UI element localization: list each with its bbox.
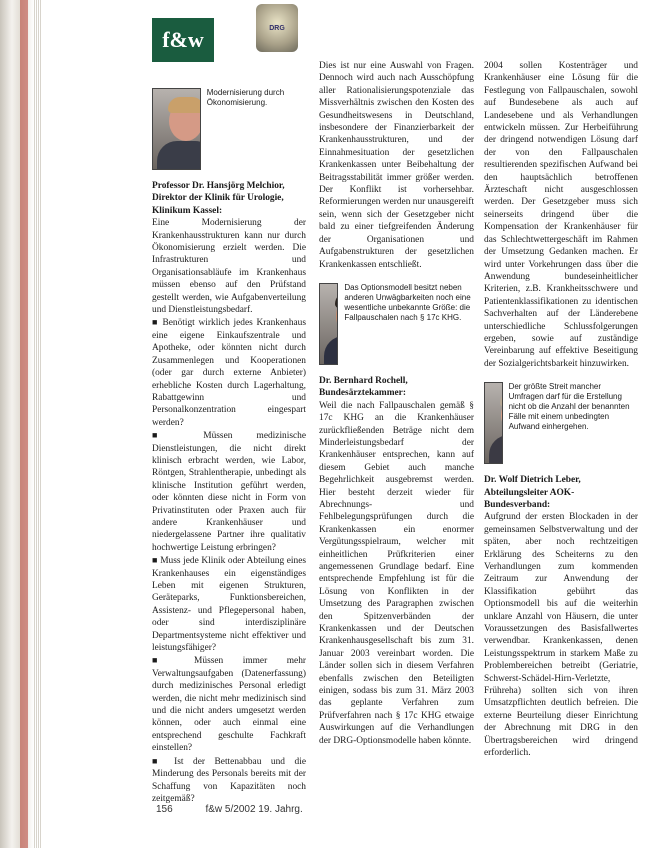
portrait-photo-rochell [319,283,338,365]
column-3 [484,60,638,760]
speaker-name: Dr. Bernhard Rochell, Bundesärztekammer: [319,375,408,399]
paragraph: Dies ist nur eine Auswahl von Fragen. Dennoch wird auch nach Ausschöpfung aller Rationalisierungspotenziale das Missverhältnis zwischen den Kosten des Gesundheitswesens in Deutschland, insbesondere der Finanzierbarkeit der Krankenhausstrukturen, und der Einnahmesituation der gesetzlichen Krankenkassen unter Beibehaltung der Beitragsstabilität immer größer werden. Der Konflikt ist vorhersehbar. Reformierungen werden nur unausgereift sein, wenn sich der Gesetzgeber nicht bald zu einer tiefgreifenden Änderung der Organisationen und Aufgabenstrukturen der gesetzlichen Krankenkassen entschließt. [319,61,474,270]
page-edge-band [20,0,28,848]
portrait-photo-melchior [152,88,201,170]
book-spine [0,0,34,848]
portrait-block-melchior [152,88,306,170]
portrait-caption: Modernisierung durch Ökonomisierung. [206,88,285,107]
paragraph: Weil die nach Fallpauschalen gemäß § 17c KHG an die Krankenhäuser zurückfließenden Beträge nicht dem Minderleistungsbedarf der Krankenhäuser entsprechen, kann auf diesem Gebiet auch manche Begehrlichkeit ausgebremst werden. Hier besteht derzeit wieder für Abrechnungs- und Fehlbelegungsprüfungen durch die Krankenkassen ein enormer Vergütungsspielraum, welcher mit einheitlichen Prüfkriterien einer angemessenen Grundlage bedarf. Eine entsprechende Empfehlung ist für die Lösung von Konflikten in der Umsetzung des Paragraphen zwischen den Spitzenverbänden der Krankenkassen und der Deutschen Krankenhausgesellschaft bis zum 31. Januar 2003 vereinbart worden. Die Länder sollen sich in diesem Verfahren ebenfalls zwischen den Beteiligten einigen, sodass bis zum 31. März 2003 das geplante Verfahren zum Prüfverfahren nach § 17c KHG etwaige Auswirkungen auf die Verhandlungen der DRG-Optionsmodelle haben könnte. [319,400,474,746]
speaker-name: Professor Dr. Hansjörg Melchior, Direktor der Klinik für Urologie, Klinikum Kassel: [152,181,285,216]
speaker-name: Dr. Wolf Dietrich Leber, Abteilungsleiter AOK-Bundesverband: [484,475,581,510]
portrait-block-leber [484,382,638,464]
page-footer [156,804,333,815]
question-paragraph: ■ Benötigt wirklich jedes Krankenhaus eine eigene Einkaufszentrale und Apotheke, oder könnten nicht durch Zusammenlegen und Kooperationen (oder gar durch externe Anbieter) erhebliche Kosten durch Lagerhaltung, Rabattgewinn und Personalkonzentration eingespart werden? [152,316,306,429]
journal-logo: f&w [152,18,214,62]
paragraph: 2004 sollen Kostenträger und Krankenhäuser eine Lösung für die Festlegung von Fallpauschalen, sowohl auf Bundesebene als auch auf Landesebene und als Verhandlungen entwickeln müssen. Zur Herbeiführung der dringend notwendigen Lösung darf der von den Fallpauschalen resultierenden spezifischen Aufwand bei den hauptsächlich betroffenen Ärzteschaft nicht ausgeschlossen werden. Der Gesetzgeber muss sich seinerseits dringend über die Kompensation der Krankenhäuser für das Schlechtwettergeschäft im Rahmen der Umsetzung Gedanken machen. Er wird unter Vorkehrungen dass über die Anwendung bundeseinheitlicher Kriterien, z.B. Krankheitsschwere und Patientenklassifikationen zu identischen Sachverhalten auf der Länderebene unterschiedliche Schlussfolgerungen ergeben, sowie auf zuständige Vereinbarung auf effektive Beseitigung der Sozialgerichtsbarkeit hinzuwirken. [484,61,638,369]
question-paragraph: ■ Müssen medizinische Dienstleistungen, die nicht direkt klinisch erbracht werden, wie Labor, Röntgen, Strahlentherapie, unbedingt als klinische Institution geführt werden, oder könnten diese nicht in Form von Privatinstituten oder Praxen auch für andere Krankenhäuser und niedergelassene Partner ihre qualitativ hochwertige Leistung erbringen? [152,429,306,554]
question-paragraph: ■ Ist der Bettenabbau und die Minderung des Personals bereits mit der Schaffung von Kapazitäten noch zeitgemäß? [152,755,306,806]
portrait-photo-leber [484,382,503,464]
drg-emblem-icon: DRG [256,4,298,52]
portrait-caption: Das Optionsmodell besitzt neben anderen Unwägbarkeiten noch eine wesentliche unbekannte Größe: die Fallpauschalen nach § 17c KHG. [344,282,471,322]
paragraph: Aufgrund der ersten Blockaden in der gemeinsamen Selbstverwaltung und der späten, aber noch rechtzeitigen Erklärung des Scheiterns zu den Verhandlungen zum kommenden Zeitraum zur Anwendung der Klassifikation gebührt das Optionsmodell bis auf die weiterhin unklare Anzahl von Häusern, die unter Voraussetzungen des Basisfallwertes verwendbar. Krankenkassen, denen Leistungsspektrum in starkem Maße zu Problembereichen betreibt (Geriatrie, Schwerst-Schädel-Hirn-Verletzte, Frühreha) sollten sich von ihren Umsatzpflichten deutlich befreien. Die externe Beurteilung dieser Einrichtung der Abrechnung mit DRG in den Übertragsbereichen wird dringend erforderlich. [484,512,638,759]
column-1 [152,88,306,805]
paragraph: Eine Modernisierung der Krankenhausstrukturen kann nur durch Ökonomisierung erzielt werden. Die Infrastrukturen und Organisationsabläufe im Krankenhaus müssen ebenso auf den Prüfstand gestellt werden, wie Aufgabenverteilung und Dienstleistungsbedarf. [152,218,306,316]
portrait-caption: Der größte Streit mancher Umfragen darf für die Erstellung nicht ob die Anzahl der benannten Fälle mit einem unbedingten Aufwand einhergehen. [508,382,630,432]
portrait-block-rochell [319,283,474,365]
question-paragraph: ■ Muss jede Klinik oder Abteilung eines Krankenhauses ein eigenständiges Leben mit eigenen Strukturen, Geräteparks, Funktionsbereichen, Assistenz- und Pflegepersonal haben, oder sind interdisziplinäre Departmentsysteme nicht effektiver und leistungsfähiger? [152,554,306,654]
question-paragraph: ■ Müssen immer mehr Verwaltungsaufgaben (Datenerfassung) durch medizinisches Personal erledigt werden, die nicht mehr medizinisch sind und die nicht anders umgesetzt werden können, oder auch einmal eine entsprechend geschulte Fachkraft einstellen? [152,654,306,754]
page-number: 156 [156,804,173,815]
column-2 [319,60,474,747]
page-edge-lines [34,0,42,848]
journal-issue: f&w 5/2002 19. Jahrg. [205,804,303,815]
